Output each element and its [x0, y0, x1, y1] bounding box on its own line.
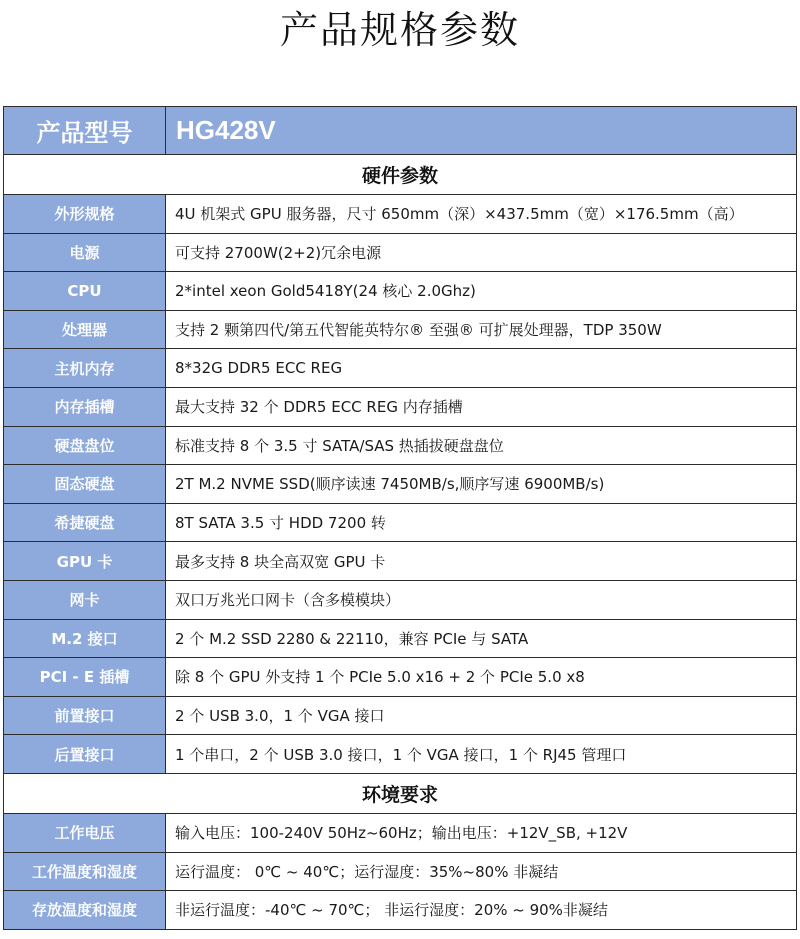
spec-label: 希捷硬盘 [4, 503, 166, 542]
spec-value: 4U 机架式 GPU 服务器，尺寸 650mm（深）×437.5mm（宽）×176.5mm（高） [166, 195, 797, 234]
model-label: 产品型号 [4, 107, 166, 155]
spec-row [4, 891, 797, 930]
spec-label: 存放温度和湿度 [4, 891, 166, 930]
spec-label: PCI - E 插槽 [4, 658, 166, 697]
spec-row [4, 696, 797, 735]
section-heading: 硬件参数 [4, 155, 797, 195]
spec-row [4, 658, 797, 697]
spec-value: 最多支持 8 块全高双宽 GPU 卡 [166, 542, 797, 581]
spec-value: 2*intel xeon Gold5418Y(24 核心 2.0Ghz) [166, 272, 797, 311]
spec-value: 支持 2 颗第四代/第五代智能英特尔® 至强® 可扩展处理器，TDP 350W [166, 310, 797, 349]
spec-row [4, 503, 797, 542]
spec-label: 工作温度和湿度 [4, 852, 166, 891]
spec-row [4, 426, 797, 465]
spec-row [4, 852, 797, 891]
spec-value: 双口万兆光口网卡（含多模模块） [166, 580, 797, 619]
spec-label: M.2 接口 [4, 619, 166, 658]
spec-label: 外形规格 [4, 195, 166, 234]
spec-row [4, 465, 797, 504]
spec-value: 8*32G DDR5 ECC REG [166, 349, 797, 388]
model-row [4, 107, 797, 155]
spec-value: 除 8 个 GPU 外支持 1 个 PCIe 5.0 x16 + 2 个 PCIe 5.0 x8 [166, 658, 797, 697]
spec-label: CPU [4, 272, 166, 311]
spec-row [4, 619, 797, 658]
spec-label: 电源 [4, 233, 166, 272]
spec-row [4, 387, 797, 426]
spec-row [4, 310, 797, 349]
spec-label: GPU 卡 [4, 542, 166, 581]
spec-label: 主机内存 [4, 349, 166, 388]
spec-row [4, 349, 797, 388]
spec-row [4, 542, 797, 581]
spec-label: 工作电压 [4, 813, 166, 852]
spec-label: 硬盘盘位 [4, 426, 166, 465]
spec-row [4, 233, 797, 272]
section-header-environment [4, 773, 797, 813]
spec-value: 最大支持 32 个 DDR5 ECC REG 内存插槽 [166, 387, 797, 426]
spec-value: 2 个 M.2 SSD 2280 & 22110，兼容 PCIe 与 SATA [166, 619, 797, 658]
page-title: 产品规格参数 [279, 8, 520, 52]
spec-value: 2 个 USB 3.0，1 个 VGA 接口 [166, 696, 797, 735]
spec-value: 8T SATA 3.5 寸 HDD 7200 转 [166, 503, 797, 542]
spec-label: 后置接口 [4, 735, 166, 774]
spec-label: 固态硬盘 [4, 465, 166, 504]
spec-value: 2T M.2 NVME SSD(顺序读速 7450MB/s,顺序写速 6900MB/s) [166, 465, 797, 504]
spec-label: 网卡 [4, 580, 166, 619]
spec-value: 运行温度： 0℃ ~ 40℃；运行湿度：35%~80% 非凝结 [166, 852, 797, 891]
spec-value: 1 个串口，2 个 USB 3.0 接口，1 个 VGA 接口，1 个 RJ45 管理口 [166, 735, 797, 774]
section-header-hardware [4, 155, 797, 195]
spec-label: 内存插槽 [4, 387, 166, 426]
spec-row [4, 195, 797, 234]
spec-value: 标准支持 8 个 3.5 寸 SATA/SAS 热插拔硬盘盘位 [166, 426, 797, 465]
section-heading: 环境要求 [4, 773, 797, 813]
spec-row [4, 580, 797, 619]
spec-label: 前置接口 [4, 696, 166, 735]
spec-row [4, 735, 797, 774]
spec-row [4, 813, 797, 852]
spec-row [4, 272, 797, 311]
spec-label: 处理器 [4, 310, 166, 349]
spec-value: 可支持 2700W(2+2)冗余电源 [166, 233, 797, 272]
spec-table [3, 106, 797, 930]
spec-value: 输入电压：100-240V 50Hz~60Hz；输出电压：+12V_SB, +12V [166, 813, 797, 852]
spec-value: 非运行温度：-40℃ ~ 70℃； 非运行湿度：20% ~ 90%非凝结 [166, 891, 797, 930]
model-value: HG428V [166, 107, 797, 155]
